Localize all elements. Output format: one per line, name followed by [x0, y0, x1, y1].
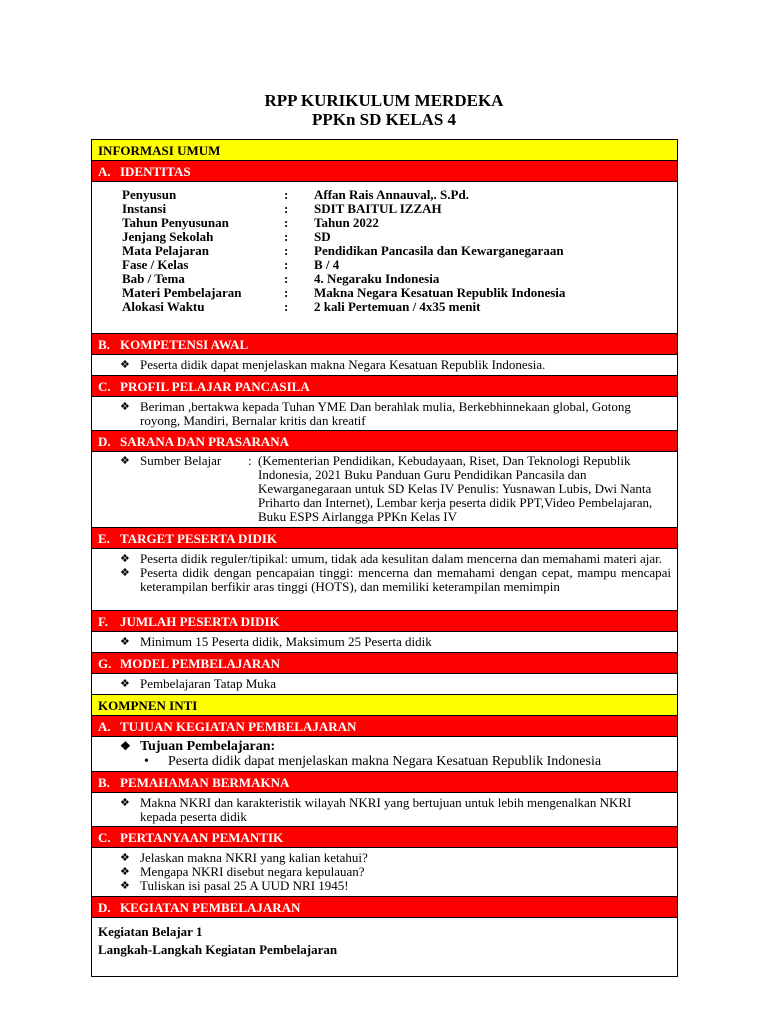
doc-subtitle: PPKn SD KELAS 4	[311, 110, 457, 129]
identitas-colon: :	[284, 271, 289, 286]
identitas-label: Alokasi Waktu	[122, 299, 205, 314]
sarana-header: D. SARANA DAN PRASARANA	[92, 431, 677, 452]
identitas-label: Penyusun	[122, 187, 177, 202]
diamond-bullet-icon: ❖	[120, 880, 130, 892]
identitas-value: 2 kali Pertemuan / 4x35 menit	[314, 299, 481, 314]
identitas-label: Materi Pembelajaran	[122, 285, 242, 300]
identitas-row	[122, 216, 671, 230]
diamond-bullet-icon: ❖	[120, 359, 130, 371]
identitas-label: Instansi	[122, 201, 167, 216]
identitas-label: Tahun Penyusunan	[122, 215, 229, 230]
identitas-row	[122, 258, 671, 272]
identitas-row	[122, 230, 671, 244]
identitas-header: A. IDENTITAS	[92, 161, 677, 182]
list-item	[120, 879, 671, 893]
kegiatan-belajar-label: Kegiatan Belajar 1	[98, 924, 203, 939]
list-item	[120, 865, 671, 879]
identitas-value: Pendidikan Pancasila dan Kewarganegaraan	[314, 243, 564, 258]
profil-cell	[92, 397, 677, 431]
identitas-label: Mata Pelajaran	[122, 243, 210, 258]
diamond-bullet-icon: ❖	[120, 636, 130, 648]
identitas-colon: :	[284, 215, 289, 230]
jumlah-header: F. JUMLAH PESERTA DIDIK	[92, 611, 677, 632]
diamond-bullet-icon: ❖	[120, 567, 130, 579]
identitas-label: Fase / Kelas	[122, 257, 189, 272]
tujuan-item-text: Peserta didik dapat menjelaskan makna Negara Kesatuan Republik Indonesia	[168, 754, 602, 769]
pertanyaan-cell	[92, 848, 677, 897]
sumber-belajar-colon: :	[248, 453, 252, 468]
diamond-bullet-icon: ❖	[120, 797, 130, 809]
list-item-text: Peserta didik reguler/tipikal: umum, tidak ada kesulitan dalam mencerna dan memahami materi ajar.	[140, 551, 662, 566]
tujuan-cell	[92, 737, 677, 772]
diamond-bullet-icon: ❖	[120, 553, 130, 565]
identitas-value: Makna Negara Kesatuan Republik Indonesia	[314, 285, 566, 300]
identitas-rows	[122, 188, 671, 314]
tujuan-head	[120, 739, 671, 754]
diamond-bullet-icon: ❖	[120, 401, 130, 413]
langkah-label: Langkah-Langkah Kegiatan Pembelajaran	[98, 942, 338, 957]
doc-title: RPP KURIKULUM MERDEKA	[264, 91, 504, 110]
kegiatan-cell	[92, 918, 677, 976]
list-item-text: Peserta didik dapat menjelaskan makna Negara Kesatuan Republik Indonesia.	[140, 357, 546, 372]
tujuan-header: A. TUJUAN KEGIATAN PEMBELAJARAN	[92, 716, 677, 737]
identitas-row	[122, 300, 671, 314]
list-item	[120, 796, 671, 824]
tujuan-item	[120, 754, 671, 769]
diamond-bullet-icon: ❖	[120, 866, 130, 878]
list-item-text: Beriman ,bertakwa kepada Tuhan YME Dan berahlak mulia, Berkebhinnekaan global, Gotong royong, Mandiri, Bernalar kritis dan kreatif	[140, 399, 631, 428]
list-item-text: Tuliskan isi pasal 25 A UUD NRI 1945!	[140, 878, 349, 893]
list-item-text: Peserta didik dengan pencapaian tinggi: mencerna dan memahami dengan cepat, mampu mencapai keterampilan berfikir aras tinggi (HOTS), dan memiliki keterampilan memimpin	[140, 565, 671, 594]
list-item	[120, 400, 671, 428]
identitas-value: Tahun 2022	[314, 215, 379, 230]
kegiatan-header: D. KEGIATAN PEMBELAJARAN	[92, 897, 677, 918]
diamond-bullet-icon: ❖	[120, 678, 130, 690]
diamond-bullet-icon: ❖	[120, 455, 130, 467]
informasi-umum-header: INFORMASI UMUM	[92, 140, 677, 161]
identitas-colon: :	[284, 229, 289, 244]
list-item	[120, 566, 671, 594]
list-item-text: Jelaskan makna NKRI yang kalian ketahui?	[140, 850, 368, 865]
pemahaman-header: B. PEMAHAMAN BERMAKNA	[92, 772, 677, 793]
identitas-colon: :	[284, 257, 289, 272]
identitas-value: 4. Negaraku Indonesia	[314, 271, 440, 286]
identitas-value: SDIT BAITUL IZZAH	[314, 201, 442, 216]
identitas-colon: :	[284, 285, 289, 300]
identitas-value: Affan Rais Annauval,. S.Pd.	[314, 187, 469, 202]
identitas-row	[122, 272, 671, 286]
kompetensi-awal-cell	[92, 355, 677, 376]
model-header: G. MODEL PEMBELAJARAN	[92, 653, 677, 674]
pemahaman-cell	[92, 793, 677, 827]
identitas-colon: :	[284, 201, 289, 216]
identitas-colon: :	[284, 187, 289, 202]
list-item	[120, 635, 671, 649]
identitas-value: B / 4	[314, 257, 340, 272]
list-item-text: Minimum 15 Peserta didik, Maksimum 25 Peserta didik	[140, 634, 432, 649]
list-item	[120, 358, 671, 372]
target-cell	[92, 549, 677, 611]
identitas-colon: :	[284, 243, 289, 258]
list-item-text: Mengapa NKRI disebut negara kepulauan?	[140, 864, 365, 879]
komponen-inti-header: KOMPNEN INTI	[92, 695, 677, 716]
target-header: E. TARGET PESERTA DIDIK	[92, 528, 677, 549]
list-item-text: Pembelajaran Tatap Muka	[140, 676, 277, 691]
rpp-table	[91, 139, 678, 977]
list-item	[120, 677, 671, 691]
model-cell	[92, 674, 677, 695]
identitas-label: Jenjang Sekolah	[122, 229, 214, 244]
tujuan-head-label: Tujuan Pembelajaran:	[140, 739, 276, 754]
sumber-belajar-label: Sumber Belajar	[140, 453, 222, 468]
list-item-text: Makna NKRI dan karakteristik wilayah NKRI yang bertujuan untuk lebih mengenalkan NKRI kepada peserta didik	[140, 795, 632, 824]
identitas-row	[122, 188, 671, 202]
profil-header: C. PROFIL PELAJAR PANCASILA	[92, 376, 677, 397]
identitas-row	[122, 244, 671, 258]
diamond-bullet-icon: ❖	[120, 852, 130, 864]
identitas-value: SD	[314, 229, 331, 244]
identitas-row	[122, 202, 671, 216]
sumber-belajar-value: (Kementerian Pendidikan, Kebudayaan, Riset, Dan Teknologi Republik Indonesia, 2021 Buku Panduan Guru Pendidikan Pancasila dan Kewarganegaraan untuk SD Kelas IV Penulis: Yusnawan Lubis, Dwi Nanta Priharto dan Internet), Lembar kerja peserta didik PPT,Video Pembelajaran, Buku ESPS Airlangga PPKn Kelas IV	[258, 453, 653, 524]
identitas-label: Bab / Tema	[122, 271, 185, 286]
pertanyaan-header: C. PERTANYAAN PEMANTIK	[92, 827, 677, 848]
identitas-cell	[92, 182, 677, 334]
diamond-bullet-icon: ❖	[120, 739, 131, 753]
kompetensi-awal-header: B. KOMPETENSI AWAL	[92, 334, 677, 355]
sarana-cell	[92, 452, 677, 528]
identitas-colon: :	[284, 299, 289, 314]
list-item	[120, 851, 671, 865]
jumlah-cell	[92, 632, 677, 653]
identitas-row	[122, 286, 671, 300]
list-item	[120, 552, 671, 566]
dot-bullet-icon: •	[144, 754, 149, 769]
